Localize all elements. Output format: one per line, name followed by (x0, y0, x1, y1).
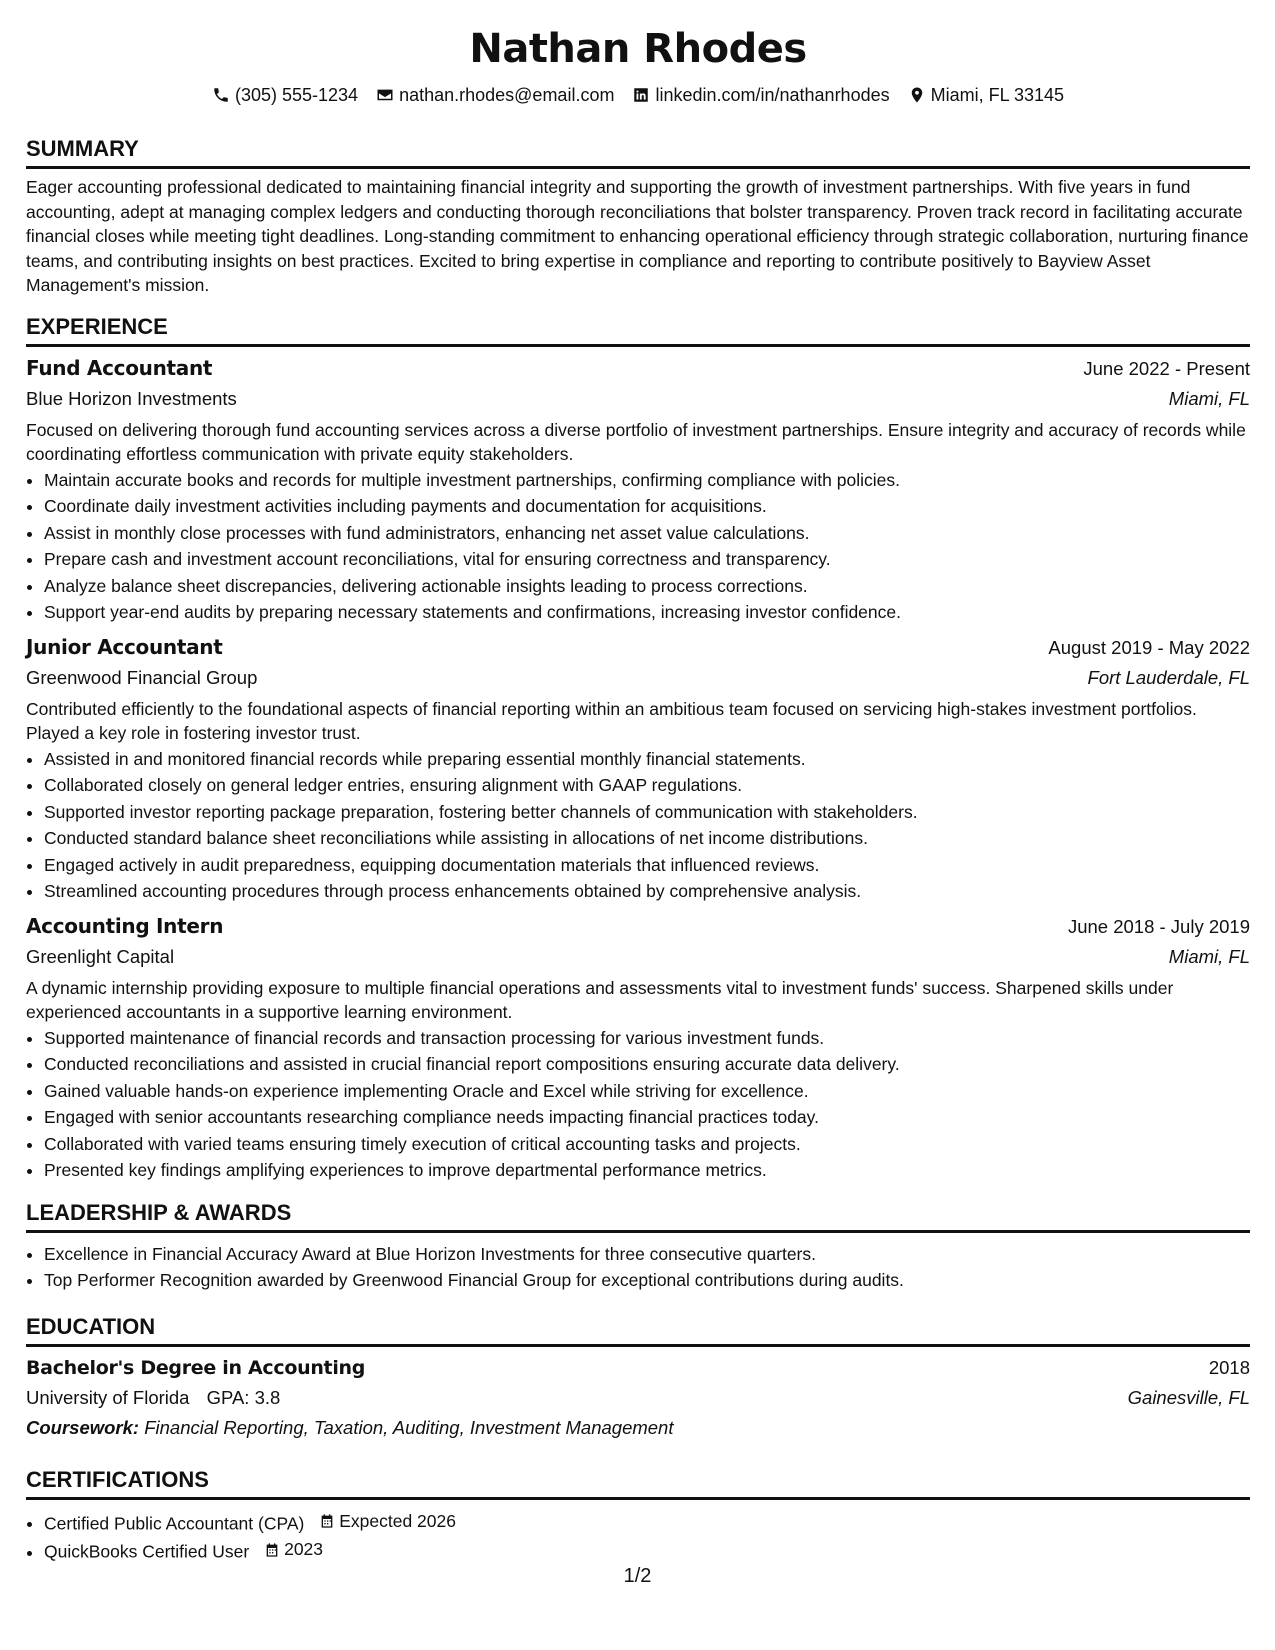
coursework-list: Financial Reporting, Taxation, Auditing, Investment Management (144, 1416, 674, 1438)
job-location: Miami, FL (1168, 945, 1250, 967)
job-title: Accounting Intern (26, 913, 224, 938)
candidate-name: Nathan Rhodes (469, 26, 807, 72)
job-entry (26, 632, 1250, 905)
cert-date: Expected 2026 (339, 1510, 456, 1531)
list-item: • Streamlined accounting procedures through process enhancements obtained by comprehensive analysis. (44, 878, 1250, 905)
list-item: • Collaborated with varied teams ensuring timely execution of critical accounting tasks and projects. (44, 1131, 1250, 1158)
resume-page (26, 0, 1250, 1565)
contact-linkedin[interactable] (632, 85, 889, 106)
job-dates: June 2022 - Present (1083, 357, 1250, 379)
list-item: • Prepare cash and investment account reconciliations, vital for ensuring correctness and transparency. (44, 546, 1250, 573)
linkedin-icon (632, 86, 650, 104)
list-item: • Top Performer Recognition awarded by Greenwood Financial Group for exceptional contributions during audits. (44, 1267, 1250, 1294)
email-text: nathan.rhodes@email.com (399, 84, 615, 105)
list-item: • Analyze balance sheet discrepancies, delivering actionable insights leading to process corrections. (44, 573, 1250, 600)
list-item: • Presented key findings amplifying experiences to improve departmental performance metrics. (44, 1157, 1250, 1184)
contact-phone[interactable] (212, 85, 358, 106)
list-item: • Conducted reconciliations and assisted in crucial financial report compositions ensuring accurate data delivery. (44, 1051, 1250, 1078)
summary-text: Eager accounting professional dedicated to maintaining financial integrity and supporting the growth of investment partnerships. With five years in fund accounting, adept at managing complex ledgers and conducting thorough reconciliations that bolster transparency. Proven track record in facilitating accurate financial closes while meeting tight deadlines. Long-standing commitment to enhancing operational efficiency through strategic collaboration, nurturing finance teams, and contributing insights on best practices. Excited to bring expertise in compliance and reporting to contribute positively to Bayview Asset Management's mission. (26, 177, 1249, 295)
phone-text: (305) 555-1234 (234, 84, 359, 105)
education-section (26, 1312, 1250, 1443)
job-company: Greenwood Financial Group (26, 666, 258, 688)
location-text: Miami, FL 33145 (930, 84, 1065, 105)
job-location: Fort Lauderdale, FL (1087, 666, 1250, 688)
job-location: Miami, FL (1168, 387, 1250, 409)
list-item: • Assist in monthly close processes with fund administrators, enhancing net asset value calculations. (44, 520, 1250, 547)
list-item: • Supported investor reporting package preparation, fostering better channels of communication with stakeholders. (44, 799, 1250, 826)
section-divider (26, 1497, 1250, 1500)
awards-section (26, 1198, 1250, 1294)
section-title-education: EDUCATION (26, 1313, 156, 1339)
experience-section (26, 312, 1250, 1184)
list-item: • Conducted standard balance sheet reconciliations while assisting in allocations of net income distributions. (44, 825, 1250, 852)
cert-date: 2023 (284, 1539, 324, 1560)
summary-section (26, 134, 1250, 298)
list-item: • Support year-end audits by preparing necessary statements and confirmations, increasing investor confidence. (44, 599, 1250, 626)
certifications-list (26, 1508, 1250, 1566)
job-company: Greenlight Capital (26, 945, 175, 967)
job-company: Blue Horizon Investments (26, 387, 237, 409)
section-divider (26, 1230, 1250, 1233)
list-item (44, 1536, 1250, 1565)
section-title-certifications: CERTIFICATIONS (26, 1466, 209, 1492)
job-dates: August 2019 - May 2022 (1048, 636, 1250, 658)
job-bullets (26, 1025, 1250, 1184)
list-item (44, 1508, 1250, 1537)
job-bullets (26, 746, 1250, 905)
certifications-section (26, 1465, 1250, 1566)
list-item: • Gained valuable hands-on experience implementing Oracle and Excel while striving for excellence. (44, 1078, 1250, 1105)
job-entry (26, 353, 1250, 626)
linkedin-text: linkedin.com/in/nathanrhodes (655, 84, 890, 105)
section-title-experience: EXPERIENCE (26, 313, 168, 339)
contact-bar (26, 82, 1250, 108)
coursework-label: Coursework: (26, 1416, 140, 1438)
page-number: 1/2 (623, 1565, 652, 1587)
degree-year: 2018 (1208, 1356, 1250, 1378)
list-item: • Excellence in Financial Accuracy Award at Blue Horizon Investments for three consecutive quarters. (44, 1241, 1250, 1268)
school-name: University of Florida (26, 1386, 190, 1408)
list-item: • Engaged actively in audit preparedness, equipping documentation materials that influenced reviews. (44, 852, 1250, 879)
job-dates: June 2018 - July 2019 (1067, 915, 1250, 937)
list-item: • Coordinate daily investment activities including payments and documentation for acquisitions. (44, 493, 1250, 520)
school-location: Gainesville, FL (1127, 1386, 1250, 1408)
list-item: • Collaborated closely on general ledger entries, ensuring alignment with GAAP regulations. (44, 772, 1250, 799)
job-description: Contributed efficiently to the foundational aspects of financial reporting within an ambitious team focused on servicing high-stakes investment portfolios. Played a key role in fostering investor trust. (26, 698, 1197, 743)
job-description: Focused on delivering thorough fund accounting services across a diverse portfolio of investment partnerships. Ensure integrity and accuracy of records while coordinating effortless communication with private equity stakeholders. (26, 419, 1246, 464)
cert-name: QuickBooks Certified User (44, 1541, 250, 1562)
gpa: GPA: 3.8 (206, 1386, 281, 1408)
section-title-awards: LEADERSHIP & AWARDS (26, 1199, 292, 1225)
job-title: Junior Accountant (26, 634, 223, 659)
cert-name: Certified Public Accountant (CPA) (44, 1512, 305, 1533)
map-pin-icon (908, 86, 926, 104)
coursework (26, 1413, 1250, 1443)
awards-list (26, 1241, 1250, 1294)
job-title: Fund Accountant (26, 355, 213, 380)
job-bullets (26, 467, 1250, 626)
list-item: • Maintain accurate books and records for multiple investment partnerships, confirming compliance with policies. (44, 467, 1250, 494)
list-item: • Supported maintenance of financial records and transaction processing for various investment funds. (44, 1025, 1250, 1052)
calendar-icon (319, 1513, 335, 1529)
contact-location (908, 85, 1064, 106)
job-entry (26, 911, 1250, 1184)
envelope-icon (376, 86, 394, 104)
calendar-icon (264, 1542, 280, 1558)
phone-icon (212, 86, 230, 104)
list-item: • Assisted in and monitored financial records while preparing essential monthly financial statements. (44, 746, 1250, 773)
degree-title: Bachelor's Degree in Accounting (26, 1356, 366, 1379)
section-divider (26, 344, 1250, 347)
section-divider (26, 166, 1250, 169)
section-divider (26, 1344, 1250, 1347)
job-description: A dynamic internship providing exposure to multiple financial operations and assessments vital to investment funds' success. Sharpened skills under experienced accountants in a supportive learning environment. (26, 977, 1174, 1022)
section-title-summary: SUMMARY (26, 136, 139, 161)
list-item: • Engaged with senior accountants researching compliance needs impacting financial practices today. (44, 1104, 1250, 1131)
contact-email[interactable] (376, 85, 614, 106)
